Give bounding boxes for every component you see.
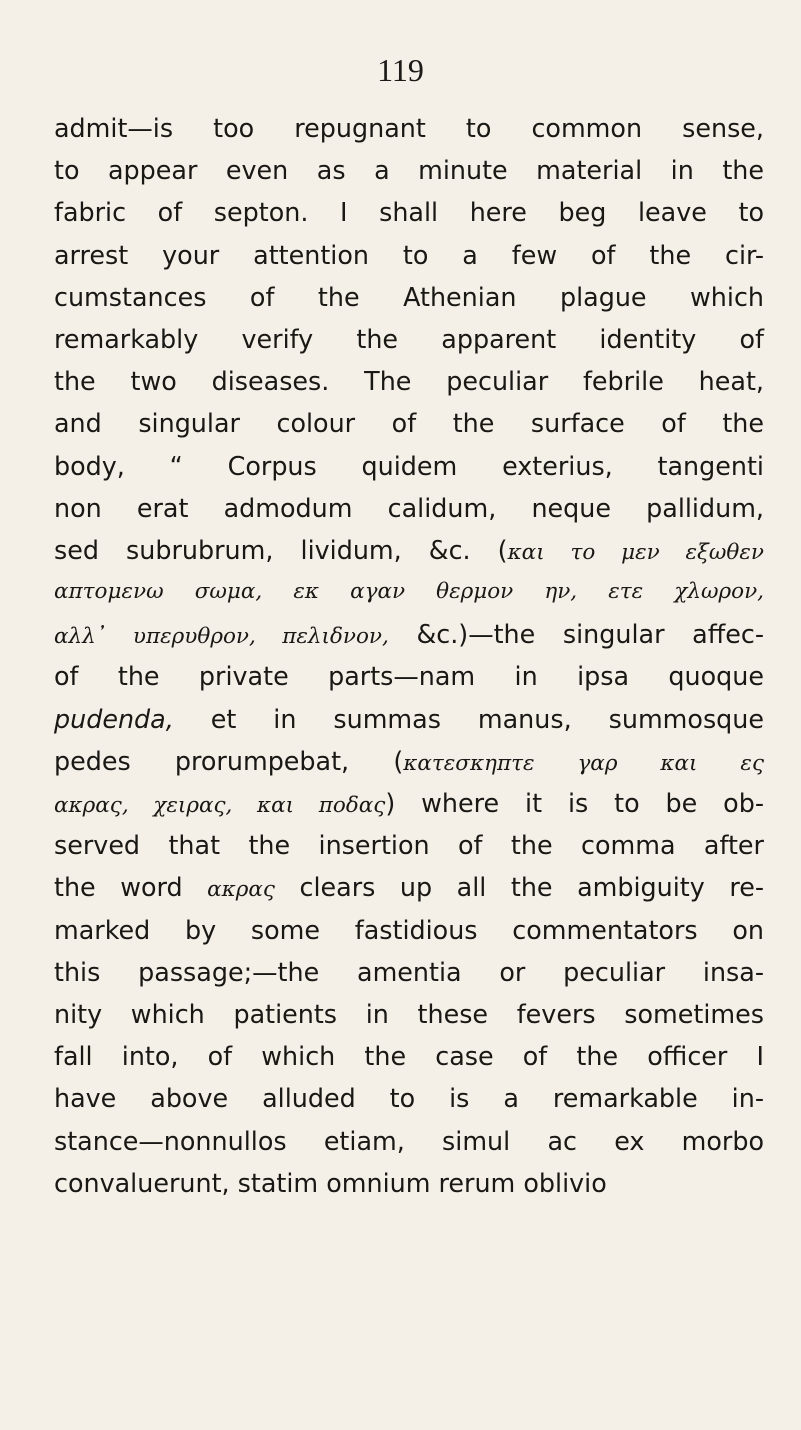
text-line: fall into, of which the case of the officer I bbox=[54, 1041, 764, 1072]
latin-segment: the word bbox=[54, 872, 208, 903]
text-line: and singular colour of the surface of the bbox=[54, 408, 764, 439]
latin-segment: ) where it is to be ob- bbox=[385, 788, 764, 818]
greek-segment: ακρας bbox=[207, 877, 275, 903]
text-line bbox=[54, 613, 764, 655]
greek-segment: ακρας, χειρας, και ποδας bbox=[54, 793, 386, 818]
text-line: body, “ Corpus quidem exterius, tangenti bbox=[54, 450, 764, 481]
text-line: served that the insertion of the comma after bbox=[54, 830, 764, 861]
text-line: convaluerunt, statim omnium rerum oblivio bbox=[54, 1167, 607, 1198]
body-text bbox=[54, 107, 764, 1204]
greek-segment: αλλ᾽ υπερυθρον, πελιδνον, bbox=[54, 624, 389, 650]
greek-segment: και το μεν εξωθεν bbox=[507, 539, 764, 565]
text-line: the two diseases. The peculiar febrile heat, bbox=[54, 366, 764, 397]
greek-segment: κατεσκηπτε γαρ και ες bbox=[403, 750, 764, 776]
latin-segment: pedes prorumpebat, ( bbox=[54, 745, 404, 776]
greek-line: απτομενω σωμα, εκ αγαν θερμον ην, ετε χλωρον, bbox=[54, 579, 764, 605]
italic-word: pudenda, bbox=[54, 703, 174, 734]
text-line bbox=[54, 698, 764, 740]
text-line: marked by some fastidious commentators on bbox=[54, 914, 764, 945]
text-line: non erat admodum calidum, neque pallidum, bbox=[54, 492, 764, 523]
text-line bbox=[54, 740, 764, 782]
text-line: fabric of septon. I shall here beg leave to bbox=[54, 197, 764, 228]
text-line bbox=[54, 866, 764, 908]
text-line: cumstances of the Athenian plague which bbox=[54, 281, 764, 312]
latin-segment: sed subrubrum, lividum, &c. ( bbox=[54, 534, 508, 565]
latin-segment: et in summas manus, summosque bbox=[173, 703, 764, 734]
text-line: admit—is too repugnant to common sense, bbox=[54, 113, 764, 143]
text-line: to appear even as a minute material in the bbox=[54, 155, 764, 186]
latin-segment: clears up all the ambiguity re- bbox=[274, 872, 764, 903]
text-line bbox=[54, 529, 764, 571]
latin-segment: &c.)—the singular affec- bbox=[388, 619, 764, 650]
text-line: this passage;—the amentia or peculiar insa- bbox=[54, 956, 764, 987]
text-line: of the private parts—nam in ipsa quoque bbox=[54, 661, 764, 692]
text-line: have above alluded to is a remarkable in- bbox=[54, 1083, 764, 1114]
text-line: stance—nonnullos etiam, simul ac ex morbo bbox=[54, 1125, 764, 1156]
text-line: nity which patients in these fevers sometimes bbox=[54, 998, 764, 1029]
text-line: arrest your attention to a few of the cir- bbox=[54, 239, 764, 270]
page-number: 119 bbox=[377, 52, 424, 88]
text-line: remarkably verify the apparent identity of bbox=[54, 323, 764, 354]
text-line bbox=[54, 782, 764, 824]
